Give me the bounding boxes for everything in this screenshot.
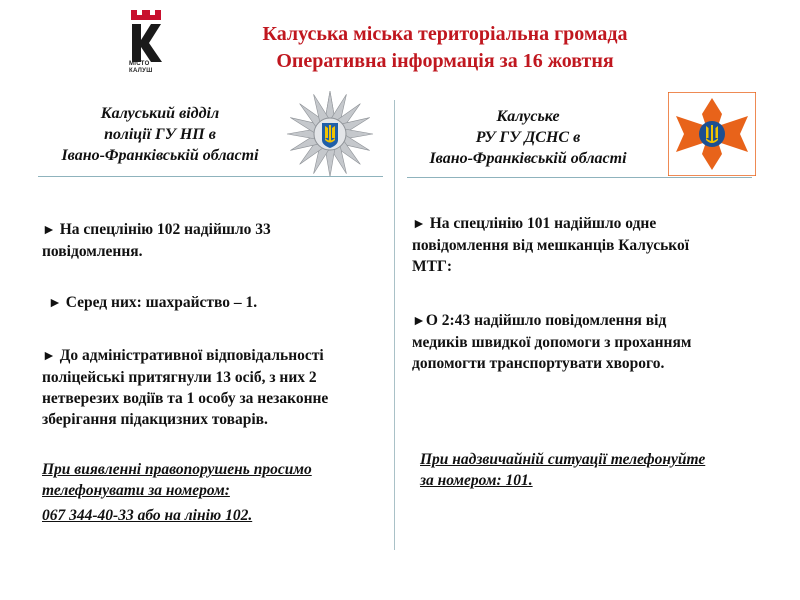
police-calls-info: ► На спецлінію 102 надійшло 33 повідомлення. <box>42 221 271 260</box>
column-divider <box>394 100 395 550</box>
police-contact-note: При виявленні правопорушень просимо телефонувати за номером: 067 344-40-33 або на лінію 102. <box>42 461 312 524</box>
dsns-ambulance-info: ►О 2:43 надійшло повідомлення від медиків швидкої допомоги з проханням допомогти транспортувати хворого. <box>412 312 692 372</box>
dsns-department-name: Калуське РУ ГУ ДСНС в Івано-Франківській області <box>429 108 627 167</box>
police-admin-info: ► До адміністративної відповідальності поліцейські притягнули 13 осіб, з них 2 нетверезих водіїв та 1 особу за незаконне зберігання підакцизних товарів. <box>42 347 329 428</box>
police-fraud-info: ► Серед них: шахрайство – 1. <box>48 294 258 311</box>
left-header-divider <box>38 176 383 177</box>
page-subtitle: Оперативна інформація за 16 жовтня <box>276 50 614 72</box>
right-header-divider <box>407 177 752 178</box>
page-title: Калуська міська територіальна громада <box>262 23 628 45</box>
dsns-calls-info: ► На спецлінію 101 надійшло одне повідомлення від мешканців Калуської МТГ: <box>412 215 690 275</box>
police-star-icon <box>286 90 374 178</box>
logo-caption: МІСТО КАЛУШ <box>129 61 153 74</box>
dsns-emblem-icon <box>668 92 756 176</box>
police-department-name: Калуський відділ поліції ГУ НП в Івано-Франківській області <box>61 105 259 164</box>
dsns-contact-note: При надзвичайній ситуації телефонуйте за номером: 101. <box>420 451 706 489</box>
